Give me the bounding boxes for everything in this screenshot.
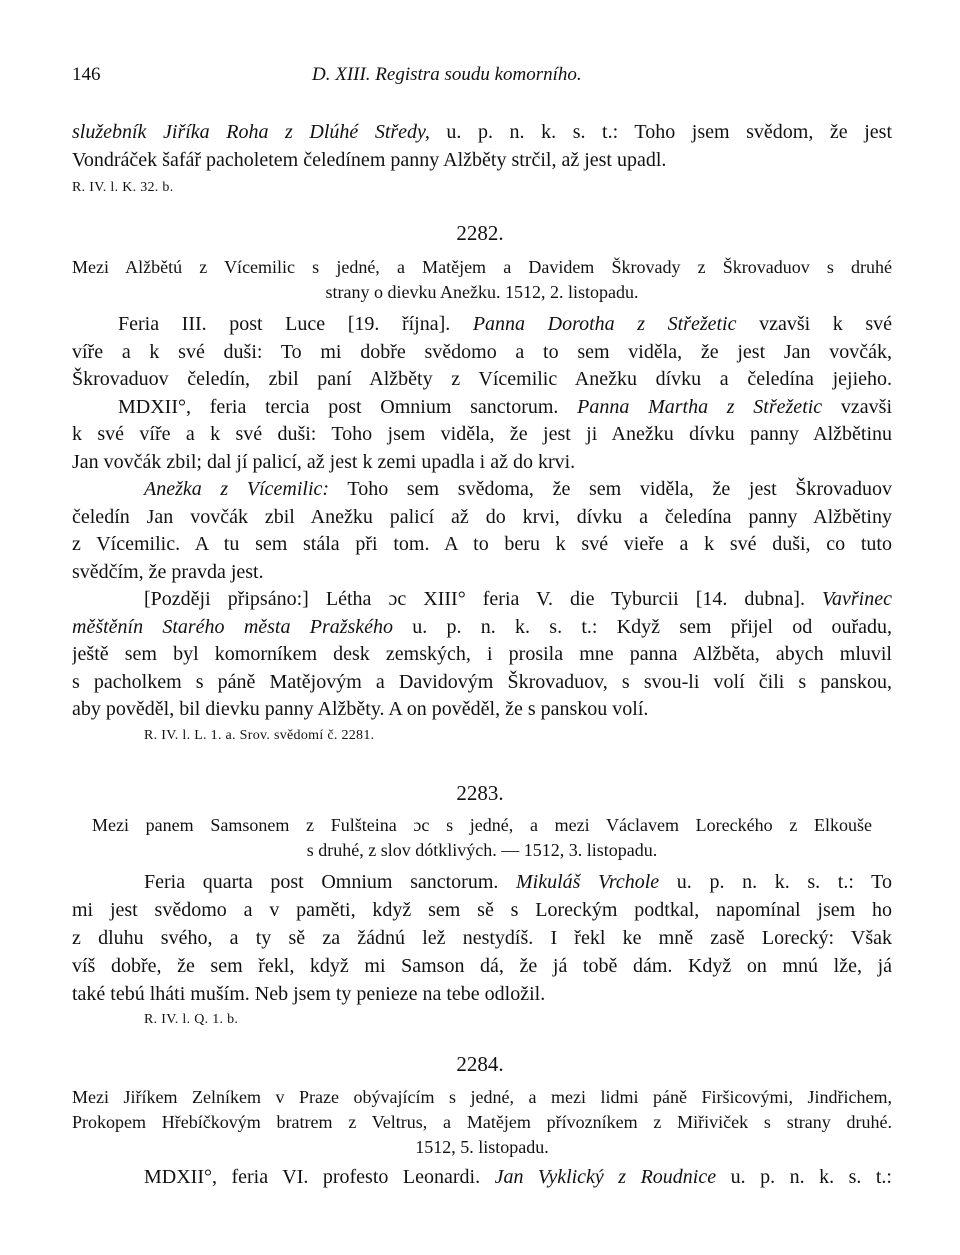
text-segment: u. p. n. k. s. t.: Když sem přijel od ouřadu, xyxy=(393,615,892,638)
text-segment: s pacholkem s páně Matějovým a Davidovým Škrovaduov, s svou-li volí čili s panskou, xyxy=(72,670,892,693)
text-line xyxy=(72,531,892,559)
regest-line: strany o dievku Anežku. 1512, 2. listopadu. xyxy=(325,282,639,302)
regest-line: s druhé, z slov dótklivých. — 1512, 3. listopadu. xyxy=(306,840,658,860)
regest-line: Mezi panem Samsonem z Fulšteina ɔc s jedné, a mezi Václavem Loreckého z Elkouše xyxy=(92,815,872,835)
text-segment: MDXII°, feria tercia post Omnium sanctorum. xyxy=(118,395,578,418)
entry-2283-body xyxy=(72,868,892,1030)
text-line xyxy=(72,311,892,339)
text-segment: vzavši k své xyxy=(736,313,892,335)
text-line xyxy=(72,146,892,174)
text-segment: Feria III. post Luce [19. října]. xyxy=(118,313,473,335)
text-segment: víře a k své duši: To mi dobře svědomo a to sem viděla, že jest Jan vovčák, xyxy=(72,340,892,363)
text-line xyxy=(72,421,892,449)
text-segment: vzavši xyxy=(822,395,892,418)
text-line xyxy=(72,896,892,924)
running-title: D. XIII. Registra soudu komorního. xyxy=(312,64,582,85)
text-line xyxy=(72,614,892,642)
entry-2282-body xyxy=(72,311,892,746)
text-segment: Jan vovčák zbil; dal jí palicí, až jest k zemi upadla i až do krvi. xyxy=(72,450,576,473)
page-header xyxy=(72,64,892,94)
text-line xyxy=(72,868,892,896)
text-line xyxy=(72,669,892,697)
regest-line: 1512, 5. listopadu. xyxy=(415,1137,549,1157)
entry-regest xyxy=(92,813,872,863)
text-segment: [Později připsáno:] Létha ɔc XIII° feria V. die Tyburcii [14. dubna]. xyxy=(144,588,823,610)
regest-line: Mezi Alžbětú z Vícemilic s jedné, a Matějem a Davidem Škrovady z Škrovaduov s druhé xyxy=(72,257,892,277)
text-line xyxy=(72,980,892,1008)
entry-prev-body xyxy=(72,118,892,198)
text-line xyxy=(72,118,892,146)
entry-2284-body xyxy=(72,1163,892,1191)
entry-number: 2282. xyxy=(456,221,504,245)
entry-number: 2283. xyxy=(456,781,504,805)
text-segment: Škrovaduov čeledín, zbil paní Alžběty z Vícemilic Anežku dívku a čeledína jejieho. xyxy=(72,368,892,390)
text-segment: Vondráček šafář pacholetem čeledínem panny Alžběty strčil, až jest upadl. xyxy=(72,149,667,171)
text-line xyxy=(72,586,892,614)
text-line xyxy=(72,1163,892,1191)
text-segment: svědčím, že pravda jest. xyxy=(72,560,264,583)
text-segment: také tebú lháti muším. Neb jsem ty penieze na tebe odložil. xyxy=(72,983,546,1005)
text-line xyxy=(72,559,892,587)
text-line xyxy=(72,924,892,952)
archive-signature: R. IV. l. L. 1. a. Srov. svědomí č. 2281. xyxy=(144,727,375,743)
text-segment: MDXII°, feria VI. profesto Leonardi. xyxy=(144,1166,495,1188)
italic-segment: měštěnín Starého města Pražského xyxy=(72,615,394,638)
text-line xyxy=(72,366,892,394)
page-number: 146 xyxy=(72,64,101,85)
text-segment: Toho sem svědoma, že sem viděla, že jest Škrovaduov xyxy=(329,478,892,500)
text-line xyxy=(72,952,892,980)
text-line xyxy=(72,476,892,504)
text-segment: Feria quarta post Omnium sanctorum. xyxy=(144,871,517,893)
text-line xyxy=(72,339,892,367)
italic-segment: Panna Martha z Střežetic xyxy=(577,395,823,418)
italic-segment: Anežka z Vícemilic: xyxy=(144,478,330,500)
text-segment: u. p. n. k. s. t.: Toho jsem svědom, že jest xyxy=(429,121,892,143)
text-segment: aby pověděl, bil dievku panny Alžběty. A on pověděl, že s panskou volí. xyxy=(72,698,649,720)
text-segment: k své víře a k své duši: Toho jsem viděla, že jest ji Anežku dívku panny Alžbětinu xyxy=(72,423,892,445)
text-line xyxy=(72,394,892,422)
entry-number: 2284. xyxy=(456,1052,504,1076)
entry-regest xyxy=(72,255,892,305)
italic-segment: služebník Jiříka Roha z Dlúhé Středy, xyxy=(72,121,430,143)
italic-segment: Vavřinec xyxy=(822,588,892,610)
regest-line: Mezi Jiříkem Zelníkem v Praze obývajícím s jedné, a mezi lidmi páně Firšicovými, Jindřichem, xyxy=(72,1087,892,1107)
text-segment: víš dobře, že sem řekl, když mi Samson dá, že já tobě dám. Když on mnú lže, já xyxy=(72,955,892,977)
text-segment: z Vícemilic. A tu sem stála při tom. A to beru k své vieře a k své duši, co tuto xyxy=(72,533,892,555)
archive-signature: R. IV. l. Q. 1. b. xyxy=(144,1012,239,1027)
text-segment: z dluhu svého, a ty sě za žádnú lež nestydíš. I řekl ke mně zasě Lorecký: Však xyxy=(72,927,892,949)
text-line xyxy=(72,449,892,477)
archive-signature: R. IV. l. K. 32. b. xyxy=(72,180,174,195)
text-segment: čeledín Jan vovčák zbil Anežku palicí až do krvi, dívku a čeledína panny Alžbětiny xyxy=(72,505,892,528)
text-segment: u. p. n. k. s. t.: To xyxy=(659,871,892,893)
italic-segment: Panna Dorotha z Střežetic xyxy=(472,313,737,335)
italic-segment: Jan Vyklický z Roudnice xyxy=(494,1166,717,1188)
text-segment: ještě sem byl komorníkem desk zemských, i prosila mne panna Alžběta, abych mluvil xyxy=(72,643,892,665)
text-segment: mi jest svědomo a v paměti, když sem sě s Loreckým podtkal, napomínal jsem ho xyxy=(72,899,892,921)
regest-line: Prokopem Hřebíčkovým bratrem z Veltrus, a Matějem přívozníkem z Miřiviček s strany druhé. xyxy=(72,1112,892,1132)
entry-regest xyxy=(72,1085,892,1160)
text-line xyxy=(72,696,892,724)
text-line xyxy=(72,641,892,669)
text-segment: u. p. n. k. s. t.: xyxy=(716,1166,892,1188)
italic-segment: Mikuláš Vrchole xyxy=(516,871,660,893)
text-line xyxy=(72,504,892,532)
